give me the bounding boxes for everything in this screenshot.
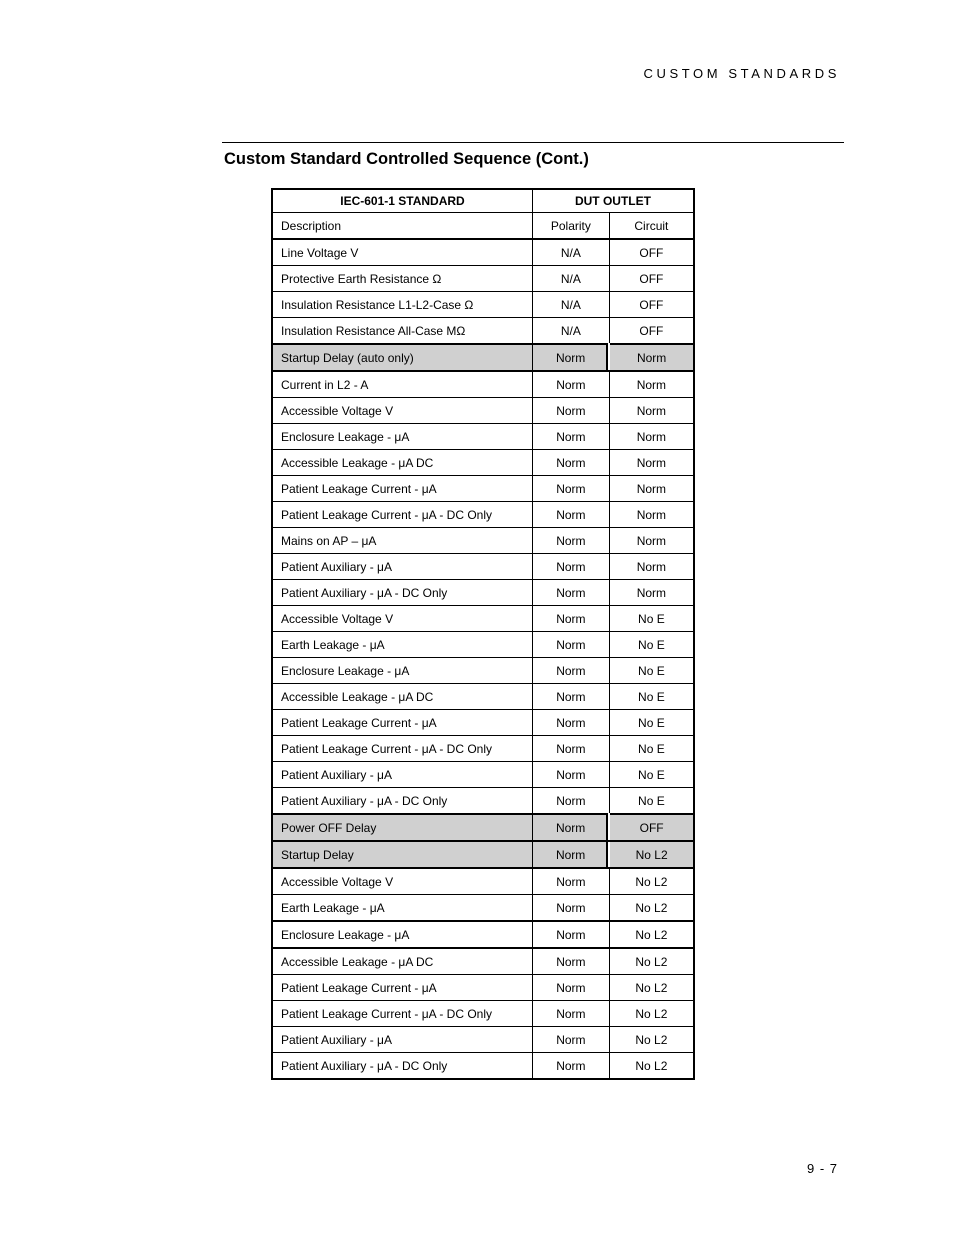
circuit-cell: No L2: [609, 841, 694, 868]
polarity-cell: Norm: [532, 606, 609, 632]
circuit-cell: OFF: [609, 814, 694, 841]
description-cell: Accessible Leakage - μA DC: [272, 684, 532, 710]
description-cell: Accessible Voltage V: [272, 398, 532, 424]
circuit-cell: No E: [609, 788, 694, 815]
description-cell: Accessible Voltage V: [272, 606, 532, 632]
table-row: [272, 502, 694, 528]
circuit-cell: Norm: [609, 554, 694, 580]
header-rule: [222, 142, 844, 143]
table-row: [272, 736, 694, 762]
circuit-cell: Norm: [609, 371, 694, 398]
polarity-column-header: Polarity: [532, 213, 609, 240]
description-cell: Enclosure Leakage - μA: [272, 921, 532, 948]
table-row: [272, 580, 694, 606]
polarity-cell: Norm: [532, 1001, 609, 1027]
circuit-cell: No E: [609, 606, 694, 632]
polarity-cell: Norm: [532, 841, 609, 868]
table-row: [272, 710, 694, 736]
circuit-cell: No E: [609, 658, 694, 684]
description-cell: Mains on AP – μA: [272, 528, 532, 554]
description-cell: Patient Leakage Current - μA: [272, 476, 532, 502]
polarity-cell: N/A: [532, 266, 609, 292]
circuit-cell: OFF: [609, 266, 694, 292]
circuit-cell: No L2: [609, 868, 694, 895]
description-cell: Patient Auxiliary - μA - DC Only: [272, 580, 532, 606]
table-row: [272, 371, 694, 398]
polarity-cell: N/A: [532, 318, 609, 345]
description-cell: Patient Leakage Current - μA - DC Only: [272, 1001, 532, 1027]
group-header-row: [272, 189, 694, 213]
description-cell: Patient Auxiliary - μA - DC Only: [272, 788, 532, 815]
circuit-cell: Norm: [609, 476, 694, 502]
table-row: [272, 762, 694, 788]
circuit-cell: No E: [609, 632, 694, 658]
description-cell: Accessible Leakage - μA DC: [272, 450, 532, 476]
sequence-table: [271, 188, 695, 1080]
description-cell: Insulation Resistance L1-L2-Case Ω: [272, 292, 532, 318]
table-row: [272, 1027, 694, 1053]
table-row: [272, 658, 694, 684]
column-header-row: [272, 213, 694, 240]
table-row: [272, 975, 694, 1001]
description-cell: Patient Auxiliary - μA: [272, 554, 532, 580]
description-cell: Power OFF Delay: [272, 814, 532, 841]
description-cell: Patient Auxiliary - μA: [272, 1027, 532, 1053]
outlet-group-header: DUT OUTLET: [532, 189, 694, 213]
circuit-cell: Norm: [609, 398, 694, 424]
polarity-cell: Norm: [532, 632, 609, 658]
circuit-cell: No L2: [609, 921, 694, 948]
table-row: [272, 318, 694, 345]
polarity-cell: Norm: [532, 502, 609, 528]
table-row: [272, 948, 694, 975]
table-row: [272, 344, 694, 371]
circuit-cell: No L2: [609, 1001, 694, 1027]
circuit-cell: No E: [609, 684, 694, 710]
polarity-cell: Norm: [532, 528, 609, 554]
description-cell: Patient Auxiliary - μA: [272, 762, 532, 788]
polarity-cell: N/A: [532, 292, 609, 318]
polarity-cell: Norm: [532, 684, 609, 710]
circuit-cell: No L2: [609, 1053, 694, 1080]
circuit-cell: No L2: [609, 975, 694, 1001]
circuit-cell: No E: [609, 736, 694, 762]
circuit-cell: OFF: [609, 318, 694, 345]
polarity-cell: Norm: [532, 554, 609, 580]
table-row: [272, 788, 694, 815]
description-cell: Patient Leakage Current - μA: [272, 710, 532, 736]
page-number: 9 - 7: [806, 1161, 838, 1176]
table-row: [272, 814, 694, 841]
description-cell: Current in L2 - A: [272, 371, 532, 398]
description-cell: Earth Leakage - μA: [272, 895, 532, 922]
description-cell: Enclosure Leakage - μA: [272, 658, 532, 684]
table-row: [272, 398, 694, 424]
polarity-cell: Norm: [532, 710, 609, 736]
polarity-cell: Norm: [532, 736, 609, 762]
polarity-cell: N/A: [532, 239, 609, 266]
description-cell: Patient Leakage Current - μA - DC Only: [272, 502, 532, 528]
running-header: CUSTOM STANDARDS: [643, 66, 840, 81]
description-cell: Accessible Leakage - μA DC: [272, 948, 532, 975]
description-cell: Insulation Resistance All-Case MΩ: [272, 318, 532, 345]
polarity-cell: Norm: [532, 814, 609, 841]
table-row: [272, 841, 694, 868]
table-row: [272, 606, 694, 632]
circuit-cell: Norm: [609, 580, 694, 606]
table-row: [272, 266, 694, 292]
description-cell: Startup Delay (auto only): [272, 344, 532, 371]
circuit-cell: Norm: [609, 528, 694, 554]
description-cell: Earth Leakage - μA: [272, 632, 532, 658]
description-cell: Line Voltage V: [272, 239, 532, 266]
circuit-cell: No E: [609, 762, 694, 788]
polarity-cell: Norm: [532, 948, 609, 975]
description-column-header: Description: [272, 213, 532, 240]
table-row: [272, 684, 694, 710]
description-cell: Enclosure Leakage - μA: [272, 424, 532, 450]
circuit-cell: OFF: [609, 239, 694, 266]
polarity-cell: Norm: [532, 580, 609, 606]
circuit-column-header: Circuit: [609, 213, 694, 240]
table-row: [272, 528, 694, 554]
table-row: [272, 895, 694, 922]
table-row: [272, 868, 694, 895]
polarity-cell: Norm: [532, 868, 609, 895]
polarity-cell: Norm: [532, 895, 609, 922]
polarity-cell: Norm: [532, 424, 609, 450]
description-cell: Patient Leakage Current - μA: [272, 975, 532, 1001]
polarity-cell: Norm: [532, 371, 609, 398]
circuit-cell: No L2: [609, 1027, 694, 1053]
description-cell: Patient Leakage Current - μA - DC Only: [272, 736, 532, 762]
polarity-cell: Norm: [532, 788, 609, 815]
table-row: [272, 1053, 694, 1080]
circuit-cell: No E: [609, 710, 694, 736]
circuit-cell: No L2: [609, 948, 694, 975]
table-row: [272, 239, 694, 266]
polarity-cell: Norm: [532, 450, 609, 476]
table-row: [272, 424, 694, 450]
table-row: [272, 292, 694, 318]
section-title: Custom Standard Controlled Sequence (Cont.): [224, 150, 589, 168]
polarity-cell: Norm: [532, 658, 609, 684]
description-cell: Patient Auxiliary - μA - DC Only: [272, 1053, 532, 1080]
polarity-cell: Norm: [532, 762, 609, 788]
polarity-cell: Norm: [532, 398, 609, 424]
polarity-cell: Norm: [532, 1027, 609, 1053]
polarity-cell: Norm: [532, 476, 609, 502]
circuit-cell: Norm: [609, 502, 694, 528]
circuit-cell: OFF: [609, 292, 694, 318]
description-cell: Protective Earth Resistance Ω: [272, 266, 532, 292]
table-row: [272, 921, 694, 948]
polarity-cell: Norm: [532, 921, 609, 948]
table-row: [272, 554, 694, 580]
sequence-table-body: [272, 239, 694, 1079]
circuit-cell: No L2: [609, 895, 694, 922]
polarity-cell: Norm: [532, 344, 609, 371]
standard-group-header: IEC-601-1 STANDARD: [272, 189, 532, 213]
table-row: [272, 476, 694, 502]
circuit-cell: Norm: [609, 450, 694, 476]
description-cell: Accessible Voltage V: [272, 868, 532, 895]
polarity-cell: Norm: [532, 1053, 609, 1080]
table-row: [272, 1001, 694, 1027]
polarity-cell: Norm: [532, 975, 609, 1001]
table-row: [272, 632, 694, 658]
circuit-cell: Norm: [609, 424, 694, 450]
table-row: [272, 450, 694, 476]
description-cell: Startup Delay: [272, 841, 532, 868]
circuit-cell: Norm: [609, 344, 694, 371]
